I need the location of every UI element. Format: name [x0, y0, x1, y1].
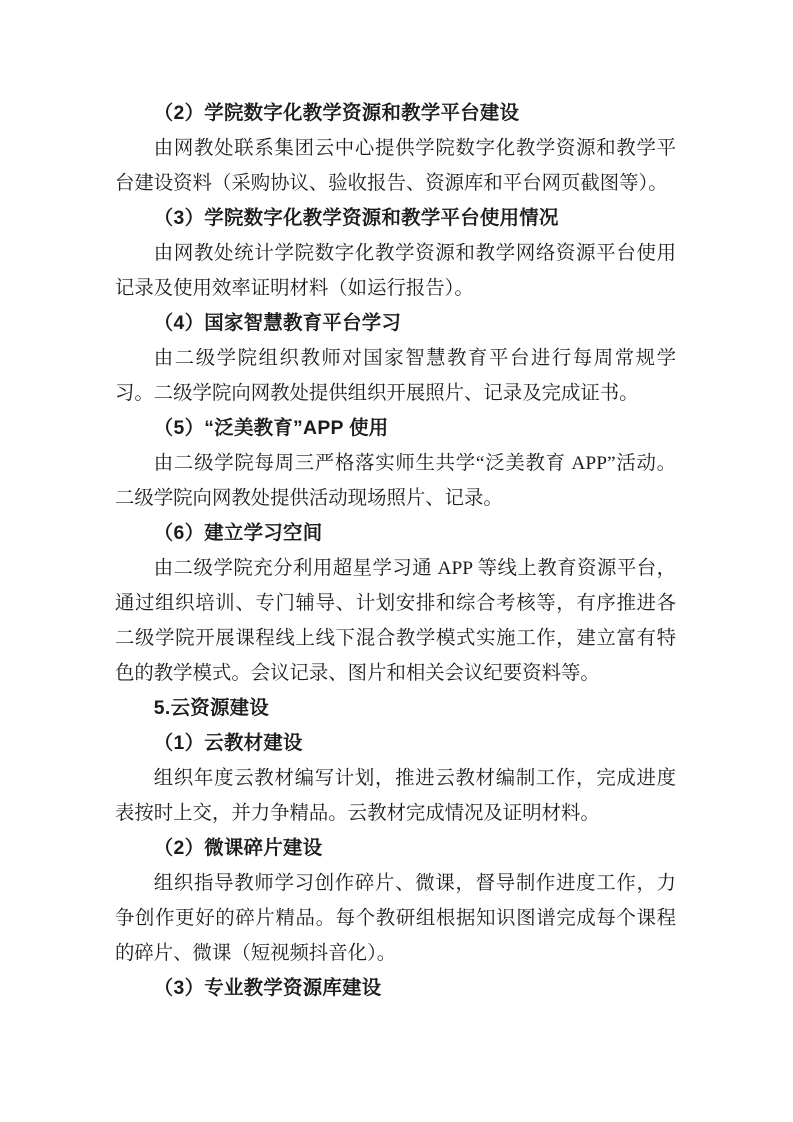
- paragraph: 组织年度云教材编写计划，推进云教材编制工作，完成进度表按时上交，并力争精品。云教材完成情况及证明材料。: [115, 768, 676, 824]
- paragraph: 由二级学院组织教师对国家智慧教育平台进行每周常规学习。二级学院向网教处提供组织开展照片、记录及完成证书。: [115, 348, 676, 404]
- section-heading: （2）微课碎片建设: [153, 837, 323, 859]
- section-heading: （2）学院数字化教学资源和教学平台建设: [153, 102, 520, 124]
- section-heading: （1）云教材建设: [153, 732, 303, 754]
- section-heading: （3）学院数字化教学资源和教学平台使用情况: [153, 207, 559, 229]
- paragraph: 由网教处联系集团云中心提供学院数字化教学资源和教学平台建设资料（采购协议、验收报告、资源库和平台网页截图等）。: [115, 138, 676, 194]
- section-heading: （3）专业教学资源库建设: [153, 977, 382, 999]
- paragraph: 由二级学院充分利用超星学习通 APP 等线上教育资源平台，通过组织培训、专门辅导、计划安排和综合考核等，有序推进各二级学院开展课程线上线下混合教学模式实施工作，建立富有特色的教学模式。会议记录、图片和相关会议纪要资料等。: [115, 558, 676, 684]
- paragraph: 由网教处统计学院数字化教学资源和教学网络资源平台使用记录及使用效率证明材料（如运行报告）。: [115, 243, 676, 299]
- document-body: [115, 96, 676, 1006]
- paragraph: 由二级学院每周三严格落实师生共学“泛美教育 APP”活动。二级学院向网教处提供活动现场照片、记录。: [115, 453, 676, 509]
- section-heading: （5）“泛美教育”APP 使用: [153, 417, 389, 439]
- paragraph: 组织指导教师学习创作碎片、微课，督导制作进度工作，力争创作更好的碎片精品。每个教研组根据知识图谱完成每个课程的碎片、微课（短视频抖音化）。: [115, 873, 676, 964]
- section-heading: 5.云资源建设: [153, 697, 270, 719]
- section-heading: （4）国家智慧教育平台学习: [153, 312, 402, 334]
- section-heading: （6）建立学习空间: [153, 522, 323, 544]
